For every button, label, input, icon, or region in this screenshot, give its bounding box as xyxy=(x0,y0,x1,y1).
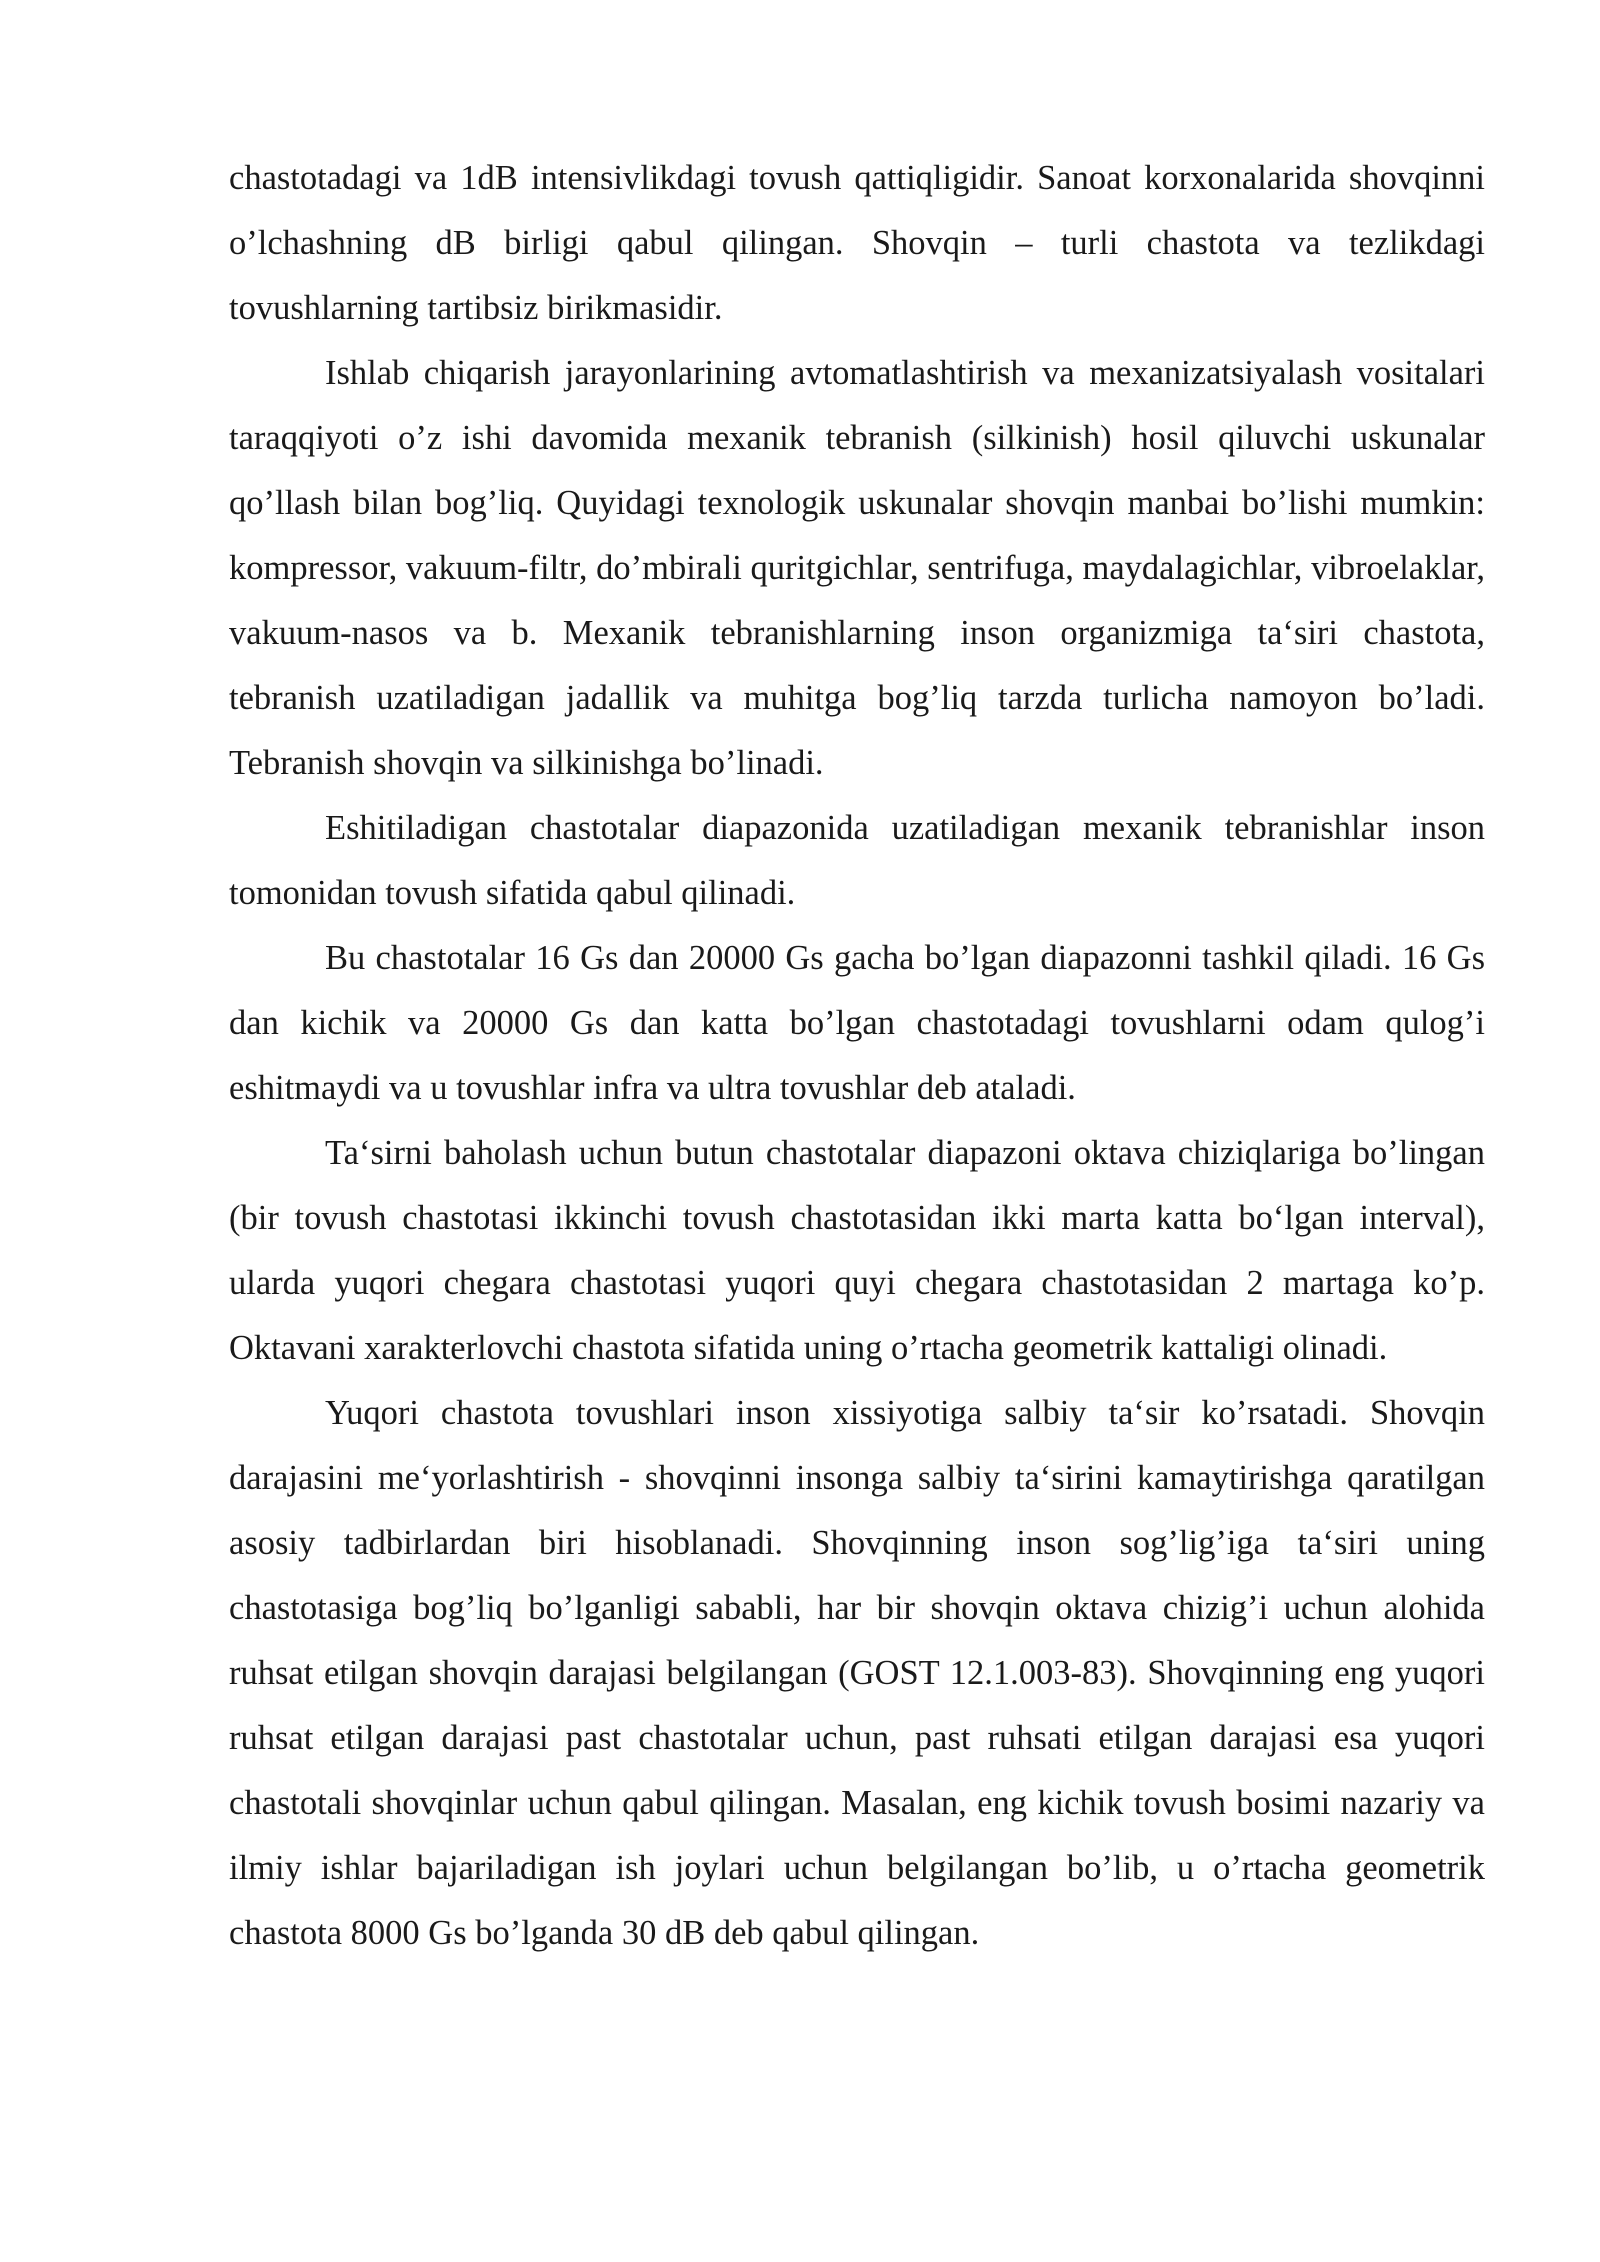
paragraph-mechanical-vibration: Ishlab chiqarish jarayonlarining avtomatlashtirish va mexanizatsiyalash vositalari taraqqiyoti o’z ishi davomida mexanik tebranish (silkinish) hosil qiluvchi uskunalar qo’llash bilan bog’liq. Quyidagi texnologik uskunalar shovqin manbai bo’lishi mumkin: kompressor, vakuum-filtr, do’mbirali quritgichlar, sentrifuga, maydalagichlar, vibroelaklar, vakuum-nasos va b. Mexanik tebranishlarning inson organizmiga ta‘siri chastota, tebranish uzatiladigan jadallik va muhitga bog’liq tarzda turlicha namoyon bo’ladi. Tebranish shovqin va silkinishga bo’linadi. xyxy=(229,354,1485,782)
paragraph-octave-bands: Ta‘sirni baholash uchun butun chastotalar diapazoni oktava chiziqlariga bo’lingan (bir tovush chastotasi ikkinchi tovush chastotasidan ikki marta katta bo‘lgan interval), ularda yuqori chegara chastotasi yuqori quyi chegara chastotasidan 2 martaga ko’p. Oktavani xarakterlovchi chastota sifatida uning o’rtacha geometrik kattaligi olinadi. xyxy=(229,1134,1485,1367)
paragraph-continuation: chastotadagi va 1dB intensivlikdagi tovush qattiqligidir. Sanoat korxonalarida shovqinni o’lchashning dB birligi qabul qilingan. Shovqin – turli chastota va tezlikdagi tovushlarning tartibsiz birikmasidir. xyxy=(229,159,1485,327)
paragraph-audible-range: Eshitiladigan chastotalar diapazonida uzatiladigan mexanik tebranishlar inson tomonidan tovush sifatida qabul qilinadi. xyxy=(229,809,1485,912)
paragraph-noise-standards: Yuqori chastota tovushlari inson xissiyotiga salbiy ta‘sir ko’rsatadi. Shovqin darajasini me‘yorlashtirish - shovqinni insonga salbiy ta‘sirini kamaytirishga qaratilgan asosiy tadbirlardan biri hisoblanadi. Shovqinning inson sog’lig’iga ta‘siri uning chastotasiga bog’liq bo’lganligi sababli, har bir shovqin oktava chizig’i uchun alohida ruhsat etilgan shovqin darajasi belgilangan (GOST 12.1.003-83). Shovqinning eng yuqori ruhsat etilgan darajasi past chastotalar uchun, past ruhsati etilgan darajasi esa yuqori chastotali shovqinlar uchun qabul qilingan. Masalan, eng kichik tovush bosimi nazariy va ilmiy ishlar bajariladigan ish joylari uchun belgilangan bo’lib, u o’rtacha geometrik chastota 8000 Gs bo’lganda 30 dB deb qabul qilingan. xyxy=(229,1394,1485,1952)
paragraph-frequency-limits: Bu chastotalar 16 Gs dan 20000 Gs gacha bo’lgan diapazonni tashkil qiladi. 16 Gs dan kichik va 20000 Gs dan katta bo’lgan chastotadagi tovushlarni odam qulog’i eshitmaydi va u tovushlar infra va ultra tovushlar deb ataladi. xyxy=(229,939,1485,1107)
document-body xyxy=(229,146,1485,1966)
